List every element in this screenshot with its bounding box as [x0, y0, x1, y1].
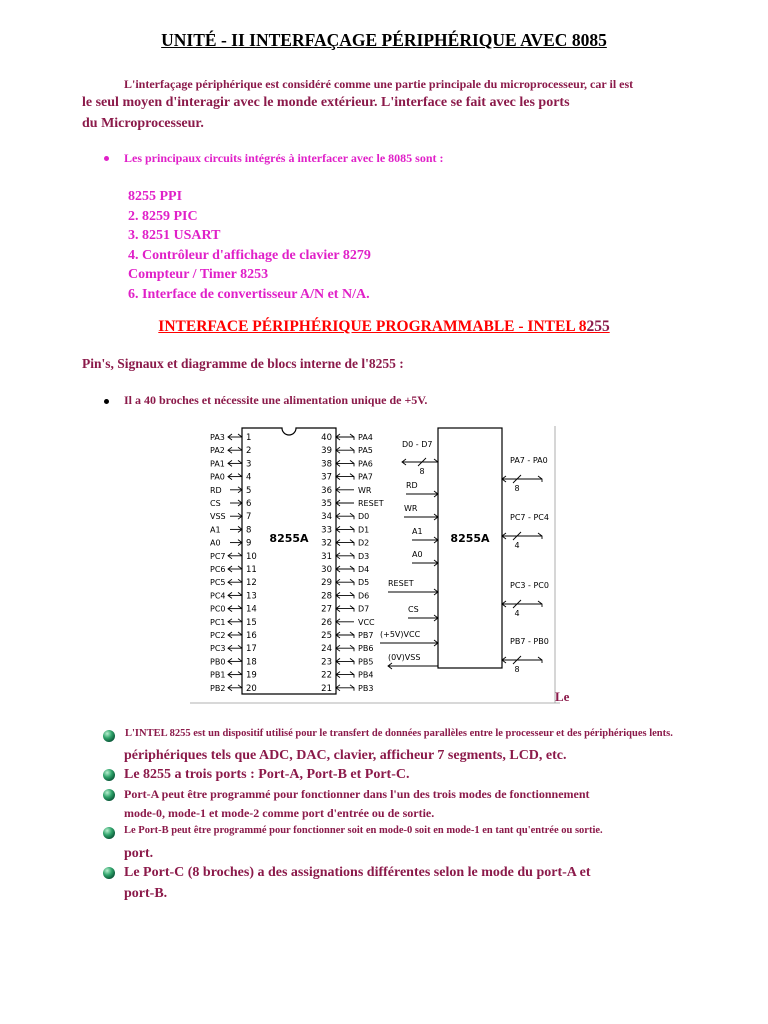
globe-bullet-icon — [103, 769, 115, 781]
intro-line-3: du Microprocesseur. — [82, 116, 204, 131]
pin-label: D1 — [358, 525, 370, 535]
pin-number: 4 — [246, 472, 252, 483]
feature-item-cont: mode-0, mode-1 et mode-2 comme port d'entrée ou de sortie. — [124, 806, 435, 820]
pin-number: 36 — [321, 485, 332, 496]
pin-label: PA5 — [358, 446, 373, 456]
bus-width-label: 4 — [514, 541, 520, 550]
pin-number: 19 — [246, 670, 257, 681]
dip-chip-label: 8255A — [269, 532, 309, 545]
pinout-diagram — [190, 424, 568, 706]
block-output-label: PC7 - PC4 — [510, 513, 549, 522]
pin-number: 38 — [321, 459, 332, 470]
pin-label: VSS — [210, 512, 226, 522]
bullet-dot — [104, 156, 109, 161]
feature-item: Le 8255 a trois ports : Port-A, Port-B et Port-C. — [124, 767, 410, 782]
globe-bullet-icon — [103, 730, 115, 742]
pin-label: A0 — [210, 538, 221, 548]
pin-label: D0 — [358, 512, 370, 522]
pin-label: PB1 — [210, 670, 226, 680]
pin-number: 37 — [321, 472, 332, 483]
pin-number: 12 — [246, 578, 257, 589]
chip-item: Compteur / Timer 8253 — [128, 267, 269, 282]
page-title: UNITÉ - II INTERFAÇAGE PÉRIPHÉRIQUE AVEC 8085 — [161, 30, 607, 50]
pin-number: 32 — [321, 538, 332, 549]
pin-number: 1 — [246, 433, 252, 443]
pin-label: PC1 — [210, 617, 226, 627]
block-input-label: A1 — [412, 527, 423, 536]
pin-number: 6 — [246, 499, 252, 509]
block-input-label: (0V)VSS — [388, 653, 421, 662]
bullet-dot — [104, 399, 109, 404]
pin-number: 14 — [246, 604, 257, 615]
pin-number: 22 — [321, 670, 332, 681]
pin-label: PB5 — [358, 657, 374, 667]
pin-label: PC0 — [210, 604, 226, 614]
chips-intro: Les principaux circuits intégrés à interfacer avec le 8085 sont : — [124, 151, 444, 165]
pin-label: PA1 — [210, 459, 225, 469]
pin-label: D6 — [358, 591, 370, 601]
feature-item-cont: port-B. — [124, 886, 168, 901]
pin-label: PA4 — [358, 433, 373, 442]
pin-number: 21 — [321, 683, 332, 694]
block-rect — [438, 428, 502, 668]
pin-label: PA7 — [358, 472, 373, 482]
globe-bullet-icon — [103, 827, 115, 839]
pin-number: 16 — [246, 631, 257, 641]
pin-label: D7 — [358, 604, 370, 614]
pin-number: 25 — [321, 631, 332, 641]
pin-label: PB3 — [358, 683, 374, 693]
pin-label: CS — [210, 499, 221, 508]
bus-width-label: 8 — [514, 484, 520, 493]
pin-number: 24 — [321, 644, 332, 655]
pin-number: 26 — [321, 617, 332, 628]
pin-label: PA6 — [358, 459, 373, 469]
pin-number: 17 — [246, 644, 257, 655]
block-input-label: (+5V)VCC — [380, 630, 421, 639]
block-input-label: RD — [406, 481, 418, 490]
pin-number: 10 — [246, 551, 257, 562]
pin-number: 5 — [246, 485, 252, 496]
pin-number: 31 — [321, 551, 332, 562]
pin-number: 3 — [246, 459, 252, 470]
pin-label: PB2 — [210, 683, 226, 693]
pin-label: D3 — [358, 551, 370, 561]
block-output-label: PC3 - PC0 — [510, 581, 549, 590]
pin-number: 13 — [246, 591, 257, 602]
pin-label: VCC — [358, 617, 375, 627]
chip-item: 3. 8251 USART — [128, 228, 221, 243]
chip-item: 6. Interface de convertisseur A/N et N/A. — [128, 286, 370, 302]
pin-label: PB6 — [358, 644, 374, 654]
chip-item: 8255 PPI — [128, 189, 183, 204]
intro-line-2: le seul moyen d'interagir avec le monde extérieur. L'interface se fait avec les ports — [82, 95, 570, 110]
pin-label: PA0 — [210, 472, 225, 482]
pin-label: PA2 — [210, 446, 225, 456]
pin-label: PC7 — [210, 551, 226, 561]
pin-number: 39 — [321, 446, 332, 457]
pin-number: 33 — [321, 525, 332, 536]
pin-label: PC6 — [210, 565, 226, 574]
block-input-label: WR — [404, 504, 418, 513]
pin-label: PC3 — [210, 644, 226, 654]
pin-label: D5 — [358, 578, 370, 588]
pin-number: 28 — [321, 591, 332, 602]
pin-label: PC4 — [210, 591, 226, 601]
pin-number: 20 — [246, 683, 257, 694]
block-input-label: A0 — [412, 550, 423, 559]
pin-number: 7 — [246, 512, 252, 523]
block-output-label: PB7 - PB0 — [510, 637, 549, 646]
pin-label: RESET — [358, 499, 384, 508]
pin-number: 27 — [321, 604, 332, 615]
feature-item: L'INTEL 8255 est un dispositif utilisé pour le transfert de données parallèles entre le processeur et des périphériques lents. — [125, 728, 673, 739]
pin-number: 35 — [321, 499, 332, 509]
pin-number: 29 — [321, 578, 332, 589]
block-input-label: CS — [408, 605, 419, 614]
pin-label: A1 — [210, 525, 221, 535]
feature-item: Port-A peut être programmé pour fonctionner dans l'un des trois modes de fonctionnement — [124, 787, 590, 801]
chip-list — [128, 187, 371, 304]
globe-bullet-icon — [103, 789, 115, 801]
bus-width-label: 4 — [514, 609, 520, 618]
pin-label: PA3 — [210, 433, 225, 442]
pin-number: 30 — [321, 565, 332, 575]
pin-number: 15 — [246, 617, 257, 628]
globe-bullet-icon — [103, 867, 115, 879]
pin-label: PC5 — [210, 578, 226, 588]
block-input-label: D0 - D7 — [402, 440, 433, 449]
intro-line-1: L'interfaçage périphérique est considéré comme une partie principale du microprocesseur, car il est — [124, 77, 634, 91]
pin-number: 18 — [246, 657, 257, 668]
pin-label: D2 — [358, 538, 370, 548]
trailing-word: Le — [555, 689, 570, 704]
chip-item: 2. 8259 PIC — [128, 208, 198, 224]
pin-number: 9 — [246, 538, 252, 549]
pin-label: WR — [358, 485, 372, 495]
pin-label: D4 — [358, 565, 370, 574]
pin-label: PB7 — [358, 631, 374, 640]
pins-bullet: Il a 40 broches et nécessite une alimentation unique de +5V. — [124, 393, 428, 407]
pin-number: 8 — [246, 525, 252, 536]
pin-number: 2 — [246, 446, 252, 457]
pin-number: 34 — [321, 512, 332, 523]
chip-item: 4. Contrôleur d'affichage de clavier 8279 — [128, 247, 371, 263]
feature-item: Le Port-C (8 broches) a des assignations différentes selon le mode du port-A et — [124, 865, 591, 880]
pin-number: 23 — [321, 657, 332, 668]
section-heading: INTERFACE PÉRIPHÉRIQUE PROGRAMMABLE - INTEL 8255 — [158, 318, 610, 335]
pin-label: PB0 — [210, 657, 226, 667]
pins-heading: Pin's, Signaux et diagramme de blocs interne de l'8255 : — [82, 356, 404, 371]
block-output-label: PA7 - PA0 — [510, 456, 548, 465]
block-chip-label: 8255A — [450, 532, 490, 545]
pin-number: 40 — [321, 433, 332, 443]
pin-label: PC2 — [210, 631, 226, 640]
feature-item: Le Port-B peut être programmé pour fonctionner soit en mode-0 soit en mode-1 en tant qu'entrée ou sortie. — [124, 825, 603, 836]
bus-width-label: 8 — [419, 467, 425, 476]
pin-number: 11 — [246, 565, 257, 575]
pin-label: RD — [210, 485, 222, 495]
bus-width-label: 8 — [514, 665, 520, 674]
block-input-label: RESET — [388, 579, 414, 588]
pin-label: PB4 — [358, 670, 374, 680]
feature-item-cont: périphériques tels que ADC, DAC, clavier, afficheur 7 segments, LCD, etc. — [124, 748, 567, 763]
feature-item-cont: port. — [124, 846, 154, 861]
